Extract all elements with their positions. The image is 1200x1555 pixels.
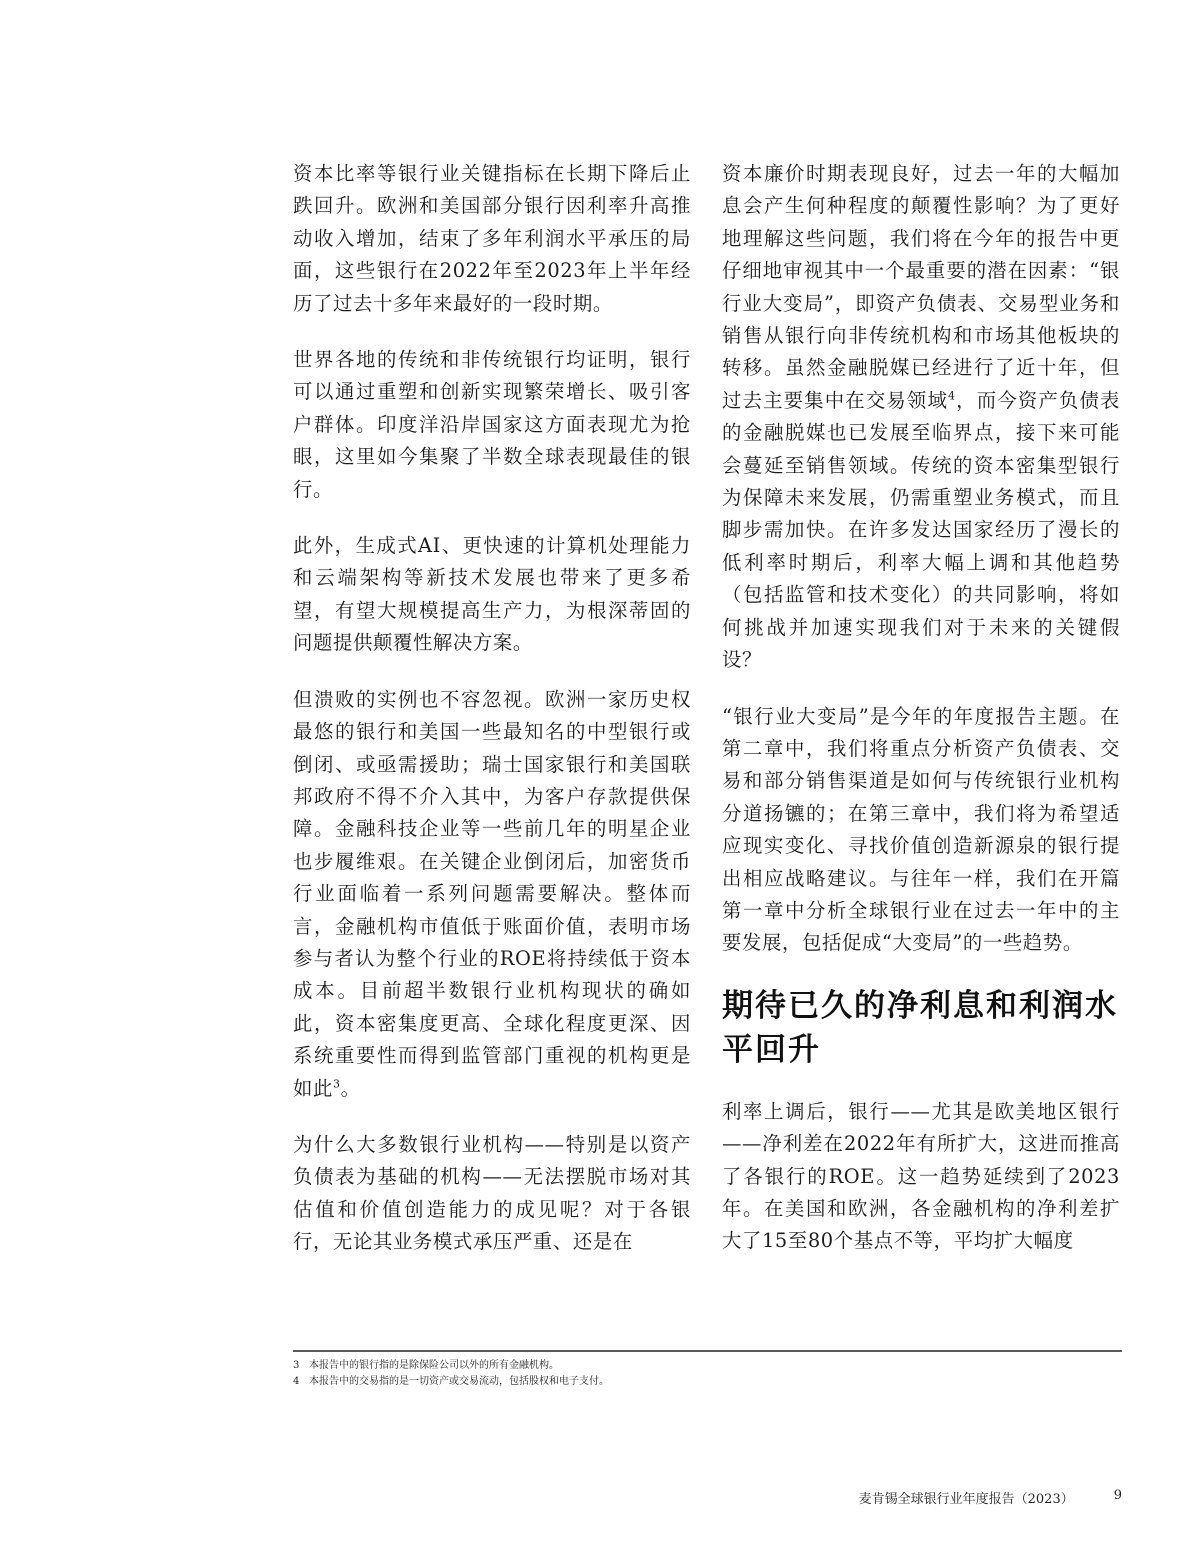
footnote-divider <box>293 1350 1122 1352</box>
left-column <box>293 158 691 1283</box>
footnote-number: 3 <box>293 1360 300 1371</box>
paragraph: 资本比率等银行业关键指标在长期下降后止跌回升。欧洲和美国部分银行因利率升高推动收入增加，结束了多年利润水平承压的局面，这些银行在2022年至2023年上半年经历了过去十多年来最好的一段时期。 <box>293 162 691 315</box>
paragraph: 为什么大多数银行业机构——特别是以资产负债表为基础的机构——无法摆脱市场对其估值和价值创造能力的成见呢？对于各银行，无论其业务模式承压严重、还是在 <box>293 1132 691 1254</box>
paragraph <box>293 684 691 1105</box>
footnote-number: 4 <box>293 1376 300 1387</box>
footnote <box>293 1358 1122 1374</box>
footnote-ref[interactable]: 3 <box>332 1077 341 1091</box>
paragraph-text: 但溃败的实例也不容忽视。欧洲一家历史权最悠的银行和美国一些最知名的中型银行或倒闭、或亟需援助；瑞士国家银行和美国联邦政府不得不介入其中，为客户存款提供保障。金融科技企业等一些前几年的明星企业也步履维艰。在关键企业倒闭后，加密货币行业面临着一系列问题需要解决。整体而言，金融机构市值低于账面价值，表明市场参与者认为整个行业的ROE将持续低于资本成本。目前超半数银行业机构现状的确如此，资本密集度更高、全球化程度更深、因系统重要性而得到监管部门重视的机构更是如此 <box>293 687 691 1100</box>
footnotes <box>293 1358 1122 1390</box>
footnote-text: 本报告中的交易指的是一切资产或交易流动，包括股权和电子支付。 <box>309 1376 609 1387</box>
paragraph-text: ，而今资产负债表的金融脱媒也已发展至临界点，接下来可能会蔓延至销售领域。传统的资本密集型银行为保障未来发展，仍需重塑业务模式，而且脚步需加快。在许多发达国家经历了漫长的低利率时期后，利率大幅上调和其他趋势（包括监管和技术变化）的共同影响，将如何挑战并加速实现我们对于未来的关键假设？ <box>722 388 1120 672</box>
section-heading: 期待已久的净利息和利润水平回升 <box>722 987 1118 1068</box>
footnote-ref[interactable]: 4 <box>948 389 956 403</box>
paragraph: “银行业大变局”是今年的年度报告主题。在第二章中，我们将重点分析资产负债表、交易和部分销售渠道是如何与传统银行业机构分道扬镳的；在第三章中，我们将为希望适应现实变化、寻找价值创造新源泉的银行提出相应战略建议。与往年一样，我们在开篇第一章中分析全球银行业在过去一年中的主要发展，包括促成“大变局”的一些趋势。 <box>722 704 1120 955</box>
paragraph: 此外，生成式AI、更快速的计算机处理能力和云端架构等新技术发展也带来了更多希望，有望大规模提高生产力，为根深蒂固的问题提供颠覆性解决方案。 <box>293 534 691 655</box>
paragraph-text: 资本廉价时期表现良好，过去一年的大幅加息会产生何种程度的颠覆性影响？为了更好地理解这些问题，我们将在今年的报告中更仔细地审视其中一个最重要的潜在因素：“银行业大变局”，即资产负债表、交易型业务和销售从银行向非传统机构和市场其他板块的转移。虽然金融脱媒已经进行了近十年，但过去主要集中在交易领域 <box>722 162 1120 412</box>
right-column <box>722 158 1120 1282</box>
page-footer <box>859 1488 1122 1507</box>
footnote-text: 本报告中的银行指的是除保险公司以外的所有金融机构。 <box>309 1360 559 1371</box>
footnote <box>293 1374 1122 1390</box>
paragraph: 利率上调后，银行——尤其是欧美地区银行——净利差在2022年有所扩大，这进而推高了各银行的ROE。这一趋势延续到了2023年。在美国和欧洲，各金融机构的净利差扩大了15至80个基点不等，平均扩大幅度 <box>722 1099 1120 1253</box>
paragraph <box>722 158 1120 677</box>
paragraph: 世界各地的传统和非传统银行均证明，银行可以通过重塑和创新实现繁荣增长、吸引客户群体。印度洋沿岸国家这方面表现尤为抢眼，这里如今集聚了半数全球表现最佳的银行。 <box>293 348 691 501</box>
paragraph-text: 。 <box>340 1076 361 1100</box>
page-number: 9 <box>1113 1488 1122 1503</box>
report-title: 麦肯锡全球银行业年度报告（2023） <box>858 1492 1074 1507</box>
